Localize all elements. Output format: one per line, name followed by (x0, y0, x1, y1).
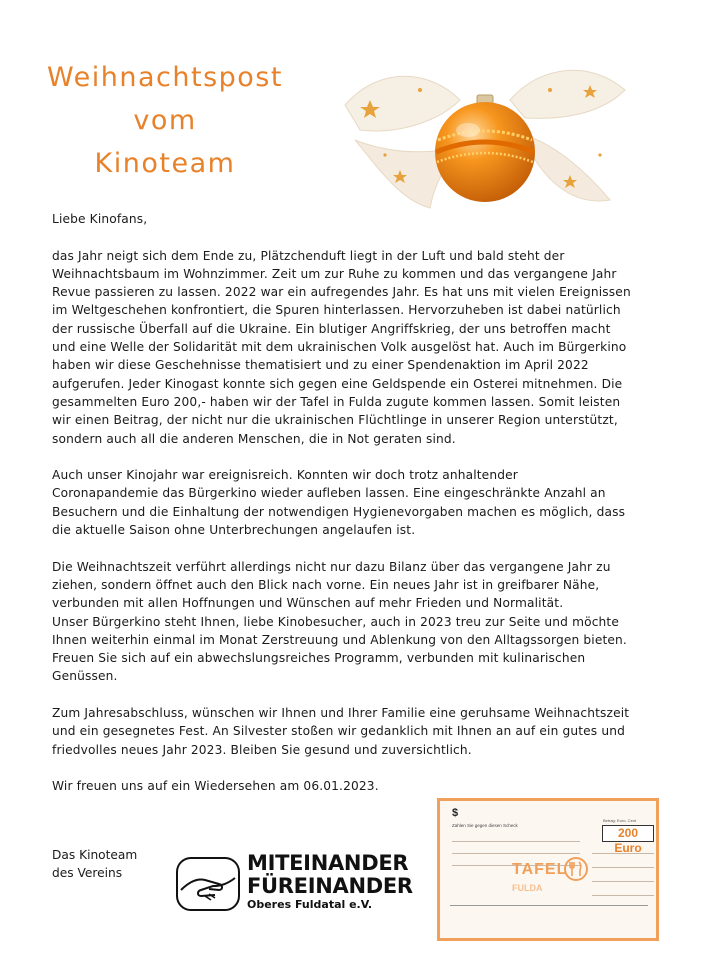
cheque-payee: TAFEL (512, 861, 568, 878)
text-line: das Jahr neigt sich dem Ende zu, Plätzchenduft liegt in der Luft und bald steht der (52, 248, 565, 263)
cheque-line (452, 841, 580, 851)
text-line: und ein gesegnetes Fest. An Silvester stoßen wir gedanklich mit Ihnen an auf ein gutes und (52, 724, 625, 739)
text-line: der russische Überfall auf die Ukraine. Ein blutiger Angriffskrieg, der uns betroffen macht (52, 321, 611, 336)
text-line: sondern auch all die anderen Menschen, die in Not geraten sind. (52, 431, 456, 446)
text-line: verbunden mit allen Hoffnungen und Wünschen auf mehr Frieden und Normalität. (52, 596, 564, 611)
paragraph-2 (52, 466, 702, 539)
logo-text-line-1: MITEINANDER (247, 851, 409, 875)
text-line: Revue passieren zu lassen. 2022 war ein aufregendes Jahr. Es hat uns mit vielen Ereignissen (52, 285, 631, 300)
cheque-amount: 200 Euro (602, 825, 654, 842)
letter-title (40, 56, 290, 185)
association-logo (175, 851, 413, 917)
cheque-line (592, 895, 654, 905)
text-line: ziehen, sondern öffnet auch den Blick nach vorne. Ein neues Jahr ist in greifbarer Nähe, (52, 577, 600, 592)
text-line: wir einen Beitrag, der nicht nur die ukrainischen Flüchtlinge in unserer Region unterstützt, (52, 413, 618, 428)
text-line: Ihnen weiterhin einmal im Monat Zerstreuung und Ablenkung von den Alltagssorgen bieten. (52, 632, 627, 647)
bank-logo-icon: $ (452, 807, 459, 819)
title-line-2: vom (133, 105, 197, 136)
fork-knife-icon (564, 857, 588, 881)
donation-cheque-image (437, 798, 659, 941)
greeting: Liebe Kinofans, (52, 212, 148, 226)
text-line: Coronapandemie das Bürgerkino wieder aufleben lassen. Eine eingeschränkte Anzahl an (52, 486, 606, 501)
text-line: die aktuelle Saison ohne Unterbrechungen angelaufen ist. (52, 523, 416, 538)
cheque-pay-text: Zahlen Sie gegen diesen Scheck (452, 823, 518, 828)
logo-text-line-2: FÜREINANDER (247, 874, 413, 898)
letter-body (52, 210, 702, 814)
title-line-1: Weihnachtspost (47, 62, 283, 93)
text-line: gesammelten Euro 200,- haben wir der Tafel in Fulda zugute kommen lassen. Somit leisten (52, 394, 621, 409)
signature-line-1: Das Kinoteam (52, 848, 138, 862)
cheque-amount-label: Betrag: Euro, Cent (603, 818, 637, 823)
text-line: und eine Welle der Solidarität mit dem ukrainischen Volk ausgelöst hat. Auch im Bürgerkino (52, 340, 627, 355)
paragraph-3 (52, 558, 702, 686)
logo-text-line-3: Oberes Fuldatal e.V. (247, 898, 373, 911)
cheque-code-line (450, 905, 648, 918)
text-line: Freuen Sie sich auf ein abwechslungsreiches Programm, verbunden mit kulinarischen (52, 651, 586, 666)
text-line: im Weltgeschehen konfrontiert, die Spuren hinterlassen. Hervorzuheben ist dabei natürlich (52, 303, 621, 318)
text-line: Weihnachtsbaum im Wohnzimmer. Zeit um zur Ruhe zu kommen und das vergangene Jahr (52, 266, 617, 281)
closing-line: Wir freuen uns auf ein Wiedersehen am 06.01.2023. (52, 779, 379, 794)
text-line: haben wir diese Geschehnisse thematisiert und zu einer Spendenaktion im April 2022 (52, 358, 589, 373)
text-line: Genüssen. (52, 669, 118, 684)
paragraph-4 (52, 704, 702, 759)
title-line-3: Kinoteam (94, 148, 236, 179)
text-line: aufgerufen. Jeder Kinogast konnte sich gegen eine Geldspende ein Osterei mitnehmen. Die (52, 376, 623, 391)
handshake-icon (175, 856, 241, 912)
cheque-payee-city: FULDA (512, 883, 543, 893)
text-line: friedvolles neues Jahr 2023. Bleiben Sie gesund und zuversichtlich. (52, 742, 472, 757)
cheque-line (592, 867, 654, 877)
text-line: Auch unser Kinojahr war ereignisreich. Konnten wir doch trotz anhaltender (52, 468, 518, 483)
signature-line-2: des Vereins (52, 866, 123, 881)
christmas-ornament-image (340, 60, 630, 210)
paragraph-1 (52, 247, 702, 448)
cheque-line (592, 853, 654, 863)
signature (52, 846, 137, 883)
text-line: Die Weihnachtszeit verführt allerdings nicht nur dazu Bilanz über das vergangene Jahr zu (52, 559, 611, 574)
text-line: Besuchern und die Einhaltung der notwendigen Hygienevorgaben machen es möglich, dass (52, 504, 626, 519)
text-line: Unser Bürgerkino steht Ihnen, liebe Kinobesucher, auch in 2023 treu zur Seite und möchte (52, 614, 619, 629)
cheque-line (592, 881, 654, 891)
text-line: Zum Jahresabschluss, wünschen wir Ihnen und Ihrer Familie eine geruhsame Weihnachtszeit (52, 706, 630, 721)
